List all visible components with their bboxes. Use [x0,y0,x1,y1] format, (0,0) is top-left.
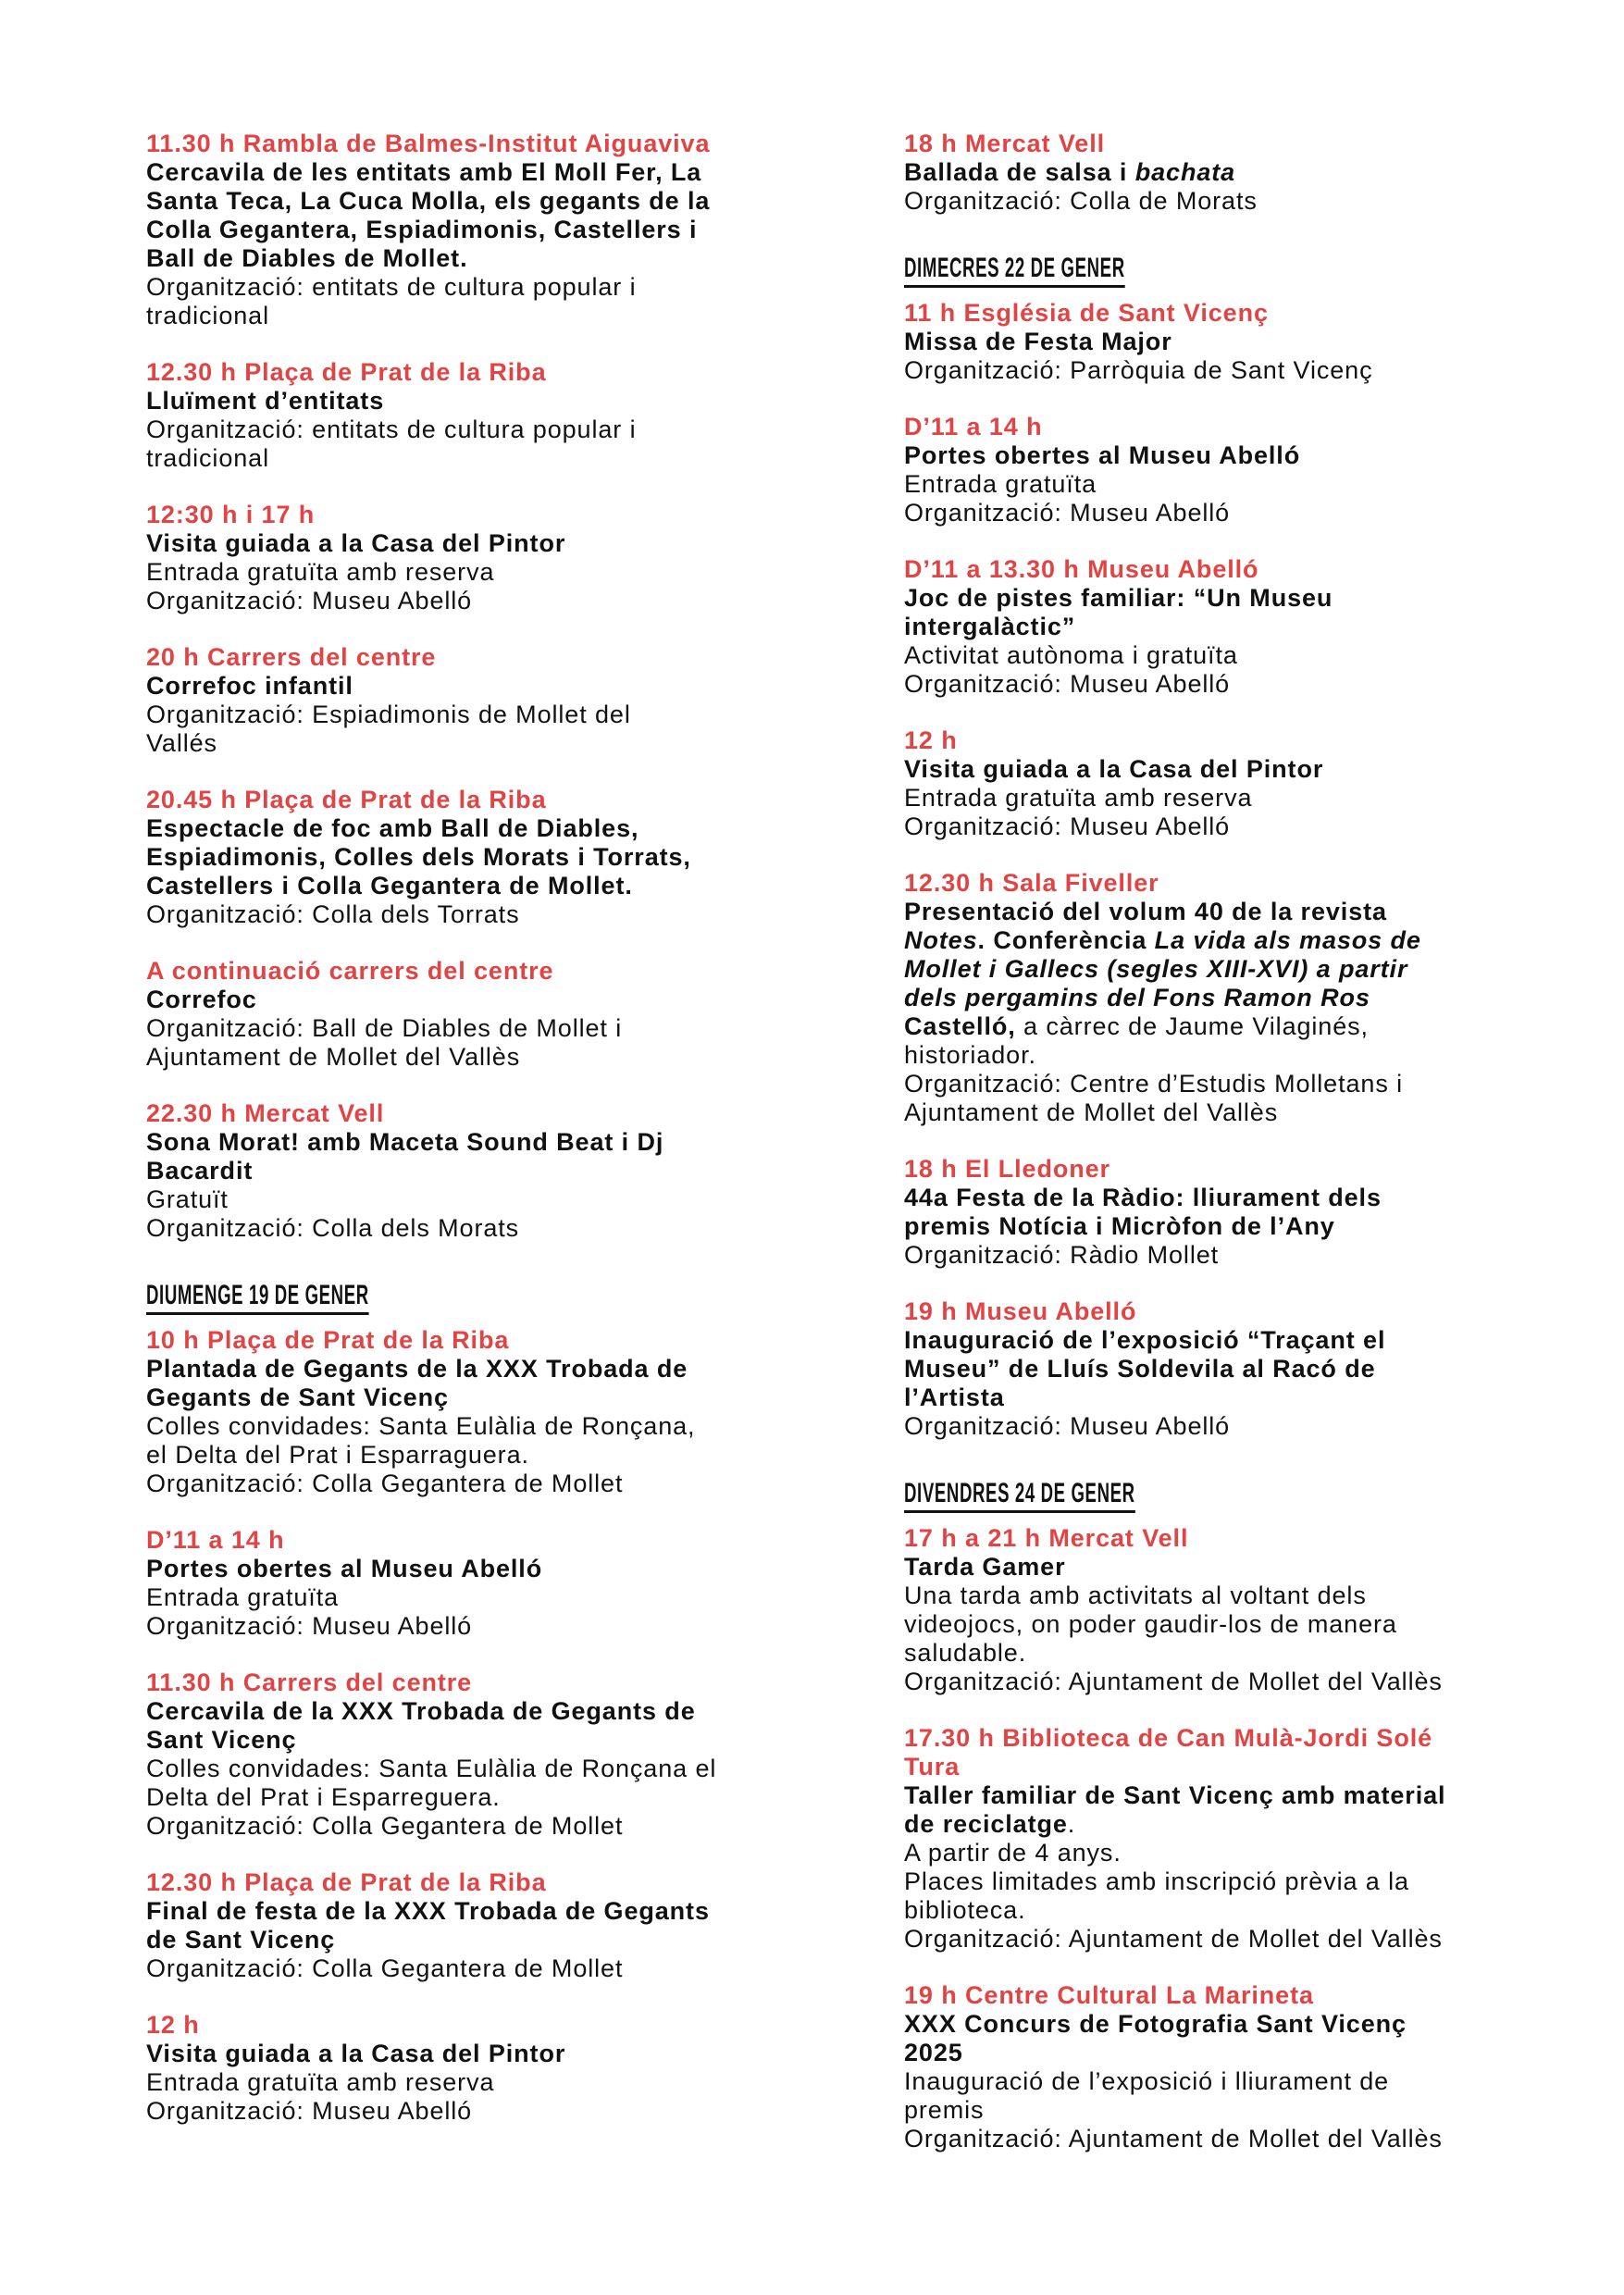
event-time-location: 12:30 h i 17 h [146,501,316,528]
event-item [146,358,794,473]
event-title: Visita guiada a la Casa del Pintor [146,529,566,557]
event-title-text: Ballada de salsa i [904,158,1135,186]
day-heading-wednesday-wrap [904,243,1533,299]
event-detail: premis [904,2096,985,2124]
event-detail: Organització: Colla Gegantera de Mollet [146,1954,624,1982]
event-detail: Vallés [146,729,217,757]
event-title: Ball de Diables de Mollet. [146,244,468,272]
event-title: Colla Gegantera, Espiadimonis, Castellers i [146,216,698,243]
event-time-location: Tura [904,1753,961,1780]
event-time-location: 12 h [146,2011,200,2039]
day-heading-friday-wrap [904,1469,1533,1524]
left-column [146,130,794,2153]
event-title: premis Notícia i Micròfon de l’Any [904,1212,1335,1240]
event-detail: Organització: Museu Abelló [146,2097,473,2125]
event-detail: Organització: Ajuntament de Mollet del Vallès [904,1668,1443,1695]
conference-title-text: Mollet i Gallecs (segles XIII-XVI) a partir [904,955,1408,983]
event-detail: biblioteca. [904,1896,1026,1924]
event-title: Inauguració de l’exposició “Traçant el [904,1326,1386,1354]
event-title [904,1810,1533,1839]
conference-title-text: Castelló [904,1012,1009,1040]
event-detail: videojocs, on poder gaudir-los de manera [904,1610,1397,1638]
event-detail: Organització: Museu Abelló [904,670,1231,698]
event-time-location: 17 h a 21 h Mercat Vell [904,1524,1189,1552]
event-item [146,786,794,929]
event-time-location: 18 h Mercat Vell [904,130,1106,157]
comma: , [1008,1012,1016,1040]
event-item [904,1155,1533,1270]
event-detail: Ajuntament de Mollet del Vallès [904,1098,1279,1126]
event-title: Lluïment d’entitats [146,387,385,415]
event-detail: Organització: Colla de Morats [904,187,1258,215]
event-item [146,501,794,615]
event-title: Bacardit [146,1157,254,1185]
event-title: Museu” de Lluís Soldevila al Racó de [904,1355,1376,1383]
day-heading-wednesday: DIMECRES 22 DE GENER [904,253,1125,288]
event-title: Joc de pistes familiar: “Un Museu [904,584,1333,612]
event-detail: Organització: Espiadimonis de Mollet del [146,701,631,728]
event-time-location: 12.30 h Plaça de Prat de la Riba [146,1868,547,1896]
event-detail: Organització: Colla dels Morats [146,1214,520,1242]
event-item [904,726,1533,841]
event-item [904,869,1533,1127]
event-detail: Organització: Ajuntament de Mollet del Vallès [904,2125,1443,2152]
event-detail: Organització: Museu Abelló [904,813,1231,840]
event-time-location: 22.30 h Mercat Vell [146,1099,385,1127]
event-detail: Organització: Museu Abelló [904,1412,1231,1440]
event-detail: Organització: Centre d’Estudis Molletans i [904,1070,1404,1098]
event-title: 44a Festa de la Ràdio: lliurament dels [904,1184,1382,1211]
event-detail: Entrada gratuïta [904,470,1097,498]
event-detail: Una tarda amb activitats al voltant dels [904,1582,1367,1609]
event-title-text: . Conferència [977,926,1155,954]
event-detail: Organització: Museu Abelló [904,499,1231,527]
event-detail: Organització: Parròquia de Sant Vicenç [904,356,1373,384]
period: . [1067,1810,1076,1838]
event-item [146,2011,794,2126]
event-detail: Places limitades amb inscripció prèvia a la [904,1867,1409,1895]
event-detail: historiador. [904,1041,1036,1069]
event-item [904,413,1533,527]
event-title: Sona Morat! amb Maceta Sound Beat i Dj [146,1128,664,1156]
event-detail: Organització: entitats de cultura popular i [146,416,637,443]
event-detail: Entrada gratuïta amb reserva [904,784,1253,812]
event-item [904,555,1533,699]
event-time-location: D’11 a 14 h [146,1526,285,1554]
event-title: Cercavila de la XXX Trobada de Gegants de [146,1697,696,1725]
event-title: Visita guiada a la Casa del Pintor [146,2040,566,2067]
event-item [146,130,794,330]
event-detail: Gratuït [146,1185,229,1213]
event-item [146,643,794,758]
event-title-italic: bachata [1134,158,1236,186]
event-title: 2025 [904,2039,963,2066]
conference-title: La vida als masos de [1154,926,1421,954]
event-time-location: 11.30 h Rambla de Balmes-Institut Aiguaviva [146,130,711,157]
right-column [904,130,1533,2181]
event-time-location: A continuació carrers del centre [146,957,554,985]
event-detail: Inauguració de l’exposició i lliurament de [904,2067,1390,2095]
event-title [904,158,1533,187]
event-time-location: 12.30 h Plaça de Prat de la Riba [146,358,547,386]
event-title: Portes obertes al Museu Abelló [904,441,1301,469]
event-title: Espiadimonis, Colles dels Morats i Torrats, [146,843,691,871]
event-title: Plantada de Gegants de la XXX Trobada de [146,1355,688,1383]
event-time-location: 20.45 h Plaça de Prat de la Riba [146,786,547,813]
event-title: Gegants de Sant Vicenç [146,1383,449,1411]
event-item [146,1526,794,1641]
event-item [146,957,794,1072]
event-time-location: D’11 a 13.30 h Museu Abelló [904,555,1259,583]
speaker: a càrrec de Jaume Vilaginés, [1015,1012,1369,1040]
event-item [904,1724,1533,1954]
event-title: Visita guiada a la Casa del Pintor [904,755,1324,783]
event-title: Castellers i Colla Gegantera de Mollet. [146,872,633,899]
event-detail: Entrada gratuïta amb reserva [146,558,495,586]
event-detail: el Delta del Prat i Esparraguera. [146,1441,529,1469]
day-heading-sunday: DIUMENGE 19 DE GENER [146,1280,369,1315]
day-heading-sunday-wrap [146,1271,794,1326]
event-item [146,1669,794,1841]
event-detail: Organització: Museu Abelló [146,1612,473,1640]
event-time-location: 18 h El Lledoner [904,1155,1110,1183]
event-item [146,1868,794,1983]
conference-title-text: dels pergamins del Fons Ramon Ros [904,984,1370,1011]
event-item [904,1297,1533,1441]
event-title: intergalàctic” [904,613,1076,640]
event-title [904,1012,1533,1041]
event-detail: Colles convidades: Santa Eulàlia de Ronçana el [146,1755,717,1782]
event-detail: Organització: Colla Gegantera de Mollet [146,1470,624,1497]
event-title: Portes obertes al Museu Abelló [146,1555,543,1582]
conference-title [904,984,1533,1012]
event-detail: tradicional [146,302,269,329]
event-time-location: 19 h Museu Abelló [904,1297,1137,1325]
event-detail: A partir de 4 anys. [904,1839,1122,1867]
event-detail: Organització: Museu Abelló [146,587,473,614]
event-item [904,1981,1533,2153]
event-time-location: 20 h Carrers del centre [146,643,437,671]
event-item [904,130,1533,216]
event-time-location: 10 h Plaça de Prat de la Riba [146,1326,510,1354]
event-time-location: 11 h Església de Sant Vicenç [904,299,1269,327]
event-time-location: 17.30 h Biblioteca de Can Mulà-Jordi Solé [904,1724,1433,1752]
magazine-name: Notes [904,926,978,954]
event-detail: saludable. [904,1639,1027,1667]
event-detail: Organització: Ball de Diables de Mollet i [146,1014,623,1042]
event-title: Correfoc [146,986,257,1013]
event-detail: Ajuntament de Mollet del Vallès [146,1043,521,1071]
event-title: de Sant Vicenç [146,1926,336,1954]
event-detail: Organització: Ajuntament de Mollet del Vallès [904,1925,1443,1953]
event-time-location: 19 h Centre Cultural La Marineta [904,1981,1314,2009]
event-detail: Organització: entitats de cultura popular i [146,273,637,301]
event-time-location: D’11 a 14 h [904,413,1043,440]
event-title: Final de festa de la XXX Trobada de Gegants [146,1897,710,1925]
event-detail: Organització: Colla dels Torrats [146,900,520,928]
event-title: Tarda Gamer [904,1553,1066,1581]
event-detail: Organització: Ràdio Mollet [904,1241,1220,1269]
event-item [904,299,1533,385]
event-title: Missa de Festa Major [904,328,1172,355]
event-title: Correfoc infantil [146,672,353,700]
event-time-location: 12.30 h Sala Fiveller [904,869,1159,897]
event-time-location: 11.30 h Carrers del centre [146,1669,473,1696]
event-title: Sant Vicenç [146,1726,297,1754]
event-item [904,1524,1533,1696]
event-title-text: de reciclatge [904,1810,1068,1838]
day-heading-friday: DIVENDRES 24 DE GENER [904,1478,1135,1513]
event-title: Espectacle de foc amb Ball de Diables, [146,814,639,842]
event-title: XXX Concurs de Fotografia Sant Vicenç [904,2010,1407,2038]
event-time-location: 12 h [904,726,958,754]
event-detail: Entrada gratuïta [146,1583,340,1611]
conference-title [904,955,1533,984]
event-detail: Organització: Colla Gegantera de Mollet [146,1812,624,1840]
event-item [146,1326,794,1498]
event-title: Santa Teca, La Cuca Molla, els gegants de la [146,187,711,215]
event-detail: Activitat autònoma i gratuïta [904,641,1238,669]
event-item [146,1099,794,1243]
event-title: l’Artista [904,1383,1005,1411]
event-title: Cercavila de les entitats amb El Moll Fer, La [146,158,702,186]
event-detail: Entrada gratuïta amb reserva [146,2068,495,2096]
event-title: Taller familiar de Sant Vicenç amb material [904,1781,1446,1809]
event-detail: tradicional [146,444,269,472]
event-title: Presentació del volum 40 de la revista [904,898,1387,925]
event-detail: Delta del Prat i Esparreguera. [146,1783,501,1811]
event-title [904,926,1533,955]
event-detail: Colles convidades: Santa Eulàlia de Ronçana, [146,1412,696,1440]
